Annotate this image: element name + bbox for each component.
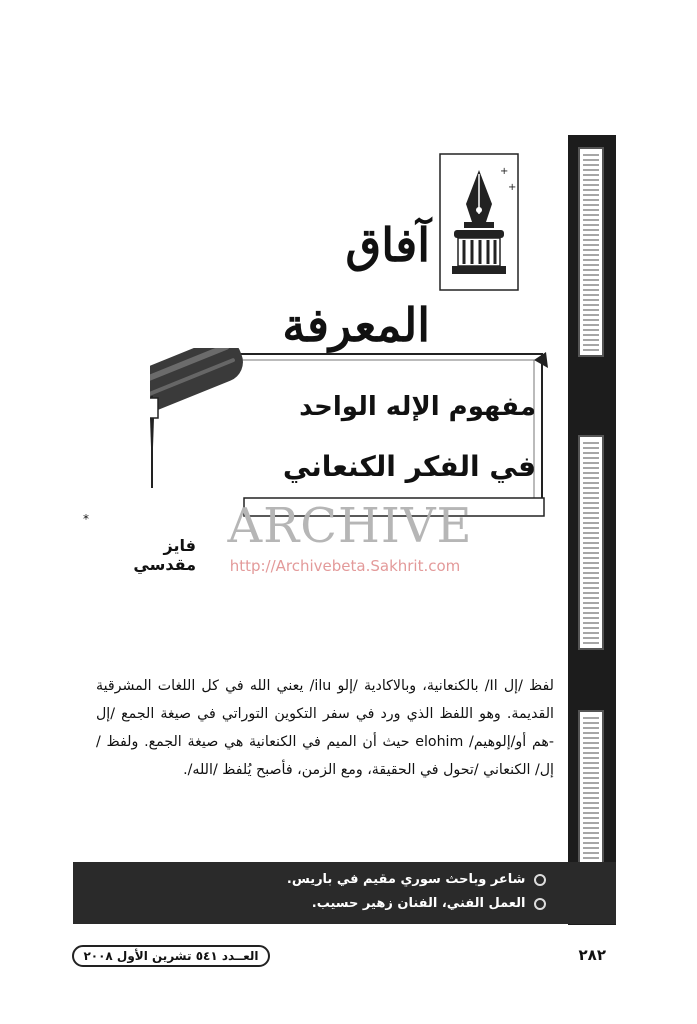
art-credit-icon (534, 898, 546, 910)
article-body-paragraph: لفظ /إل Il/ بالكنعانية، وبالاكادية /إلو ilu/ يعني الله في كل اللغات المشرقية القديمة. وهو اللفظ الذي ورد في سفر التكوين التوراتي في صيغة الجمع /إل -هم أو/إلوهيم/ elohim حيث أن الميم في الكنعانية هي صيغة الجمع. ولفظ /إل/ الكنعاني /تحول في الحقيقة، ومع الزمن، فأصبح يُلفظ /الله/. (96, 678, 554, 778)
footnote-author-bio: شاعر وباحث سوري مقيم في باريس. (286, 872, 526, 887)
footnote-art-credit: العمل الفني، الفنان زهير حسيب. (311, 896, 526, 911)
footnote-item (287, 872, 546, 887)
author-name: فايز مقدسي (133, 536, 196, 574)
archive-watermark-url: http://Archivebeta.Sakhrit.com (229, 557, 461, 575)
page-number: ٢٨٢ (578, 946, 606, 964)
footnote-bullet-icon (534, 874, 546, 886)
footnote-item (312, 896, 546, 911)
decorative-side-column (568, 135, 616, 925)
author-footnote-mark: * (83, 512, 89, 526)
side-pattern-panel (578, 435, 604, 650)
title-frame-artwork (150, 348, 550, 520)
svg-text:+: + (500, 166, 509, 177)
footnotes-strip (73, 862, 616, 924)
issue-label: العــدد ٥٤١ تشرين الأول ٢٠٠٨ (72, 945, 270, 967)
svg-text:+: + (508, 182, 517, 193)
article-subtitle: في الفكر الكنعاني (282, 450, 536, 483)
archive-watermark: ARCHIVE (227, 498, 473, 554)
section-title: آفاق المعرفة (282, 218, 430, 352)
pen-column-logo-icon (438, 152, 520, 292)
side-pattern-panel (578, 147, 604, 357)
article-title: مفهوم الإله الواحد (299, 392, 536, 422)
